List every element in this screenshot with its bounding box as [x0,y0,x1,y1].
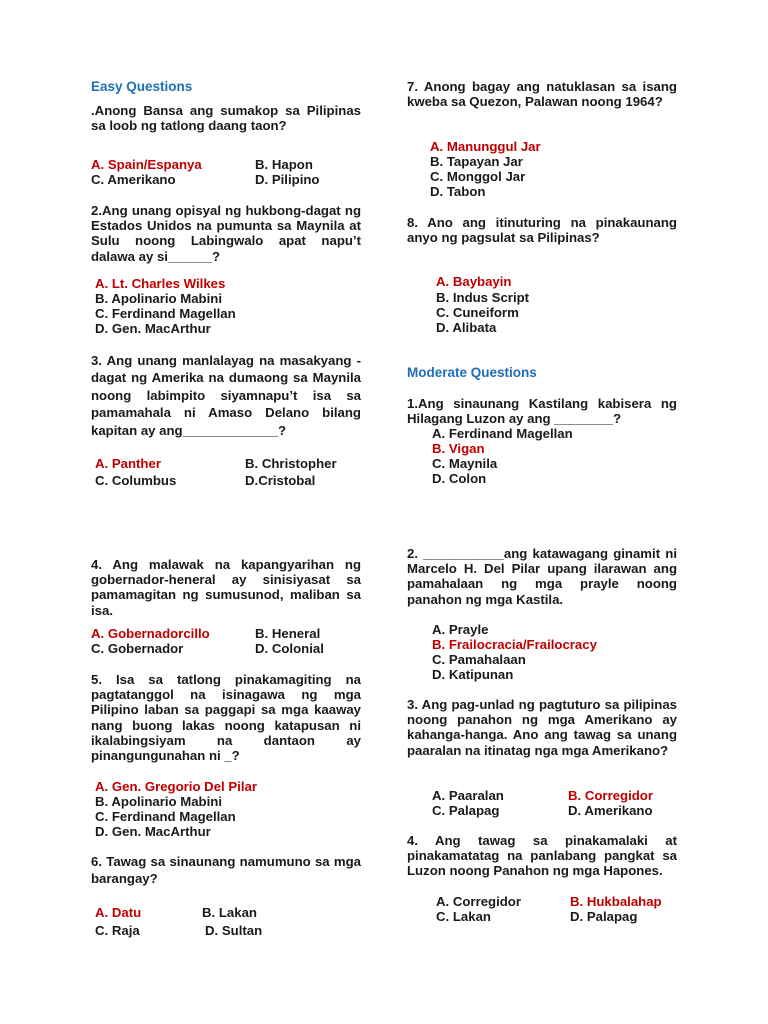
answer-option: B. Apolinario Mabini [95,794,222,809]
question-text: 3. Ang unang manlalayag na masakyang -dagat ng Amerika na dumaong sa Maynila noong labimpito siyamnapu’t isa sa pamamahala ni Amaso Delano bilang kapitan ay ang_____________? [91,353,361,438]
question-text: 6. Tawag sa sinaunang namumuno sa mga barangay? [91,854,361,887]
section-heading-moderate: Moderate Questions [407,365,537,380]
answer-option-correct: A. Baybayin [436,274,512,289]
answer-option: B. Apolinario Mabini [95,291,222,306]
answer-option: B. Indus Script [436,290,530,305]
answer-option-correct: A. Datu [95,905,142,920]
answer-option: A. Ferdinand Magellan [432,426,573,441]
answer-option: A. Corregidor [436,894,521,909]
answer-option: D. Gen. MacArthur [95,824,211,839]
question-text: 8. Ano ang itinuturing na pinakaunang anyo ng pagsulat sa Pilipinas? [407,215,677,246]
question-text: 3. Ang pag-unlad ng pagtuturo sa pilipinas noong panahon ng mga Amerikano ay kahanga-hanga. Ano ang tawag sa unang paaralan na itinatag nga mga Amerikano? [407,697,677,758]
answer-option: C. Lakan [436,909,491,924]
answer-option: D. Palapag [570,909,638,924]
section-heading-easy: Easy Questions [91,79,193,94]
answer-option-correct: A. Manunggul Jar [430,139,541,154]
answer-option: D. Tabon [430,184,486,199]
answer-option: C. Monggol Jar [430,169,526,184]
answer-option: D. Colonial [255,641,324,656]
answer-option: C. Amerikano [91,172,176,187]
answer-option: C. Maynila [432,456,498,471]
answer-option: C. Cuneiform [436,305,519,320]
answer-option: D. Alibata [436,320,497,335]
answer-option: D. Colon [432,471,487,486]
answer-option: D. Pilipino [255,172,320,187]
question-text: 5. Isa sa tatlong pinakamagiting na pagtatanggol na isinagawa ng mga Pilipino laban sa paggapi sa mga kaaway nang buong lakas noong katapusan ni ikalabingsiyam na dantaon ay pinangungunahan ni _? [91,672,361,764]
question-text: 7. Anong bagay ang natuklasan sa isang kweba sa Quezon, Palawan noong 1964? [407,79,677,110]
answer-option-correct: B. Frailocracia/Frailocracy [432,637,597,652]
answer-option: B. Hapon [255,157,313,172]
question-text: 4. Ang malawak na kapangyarihan ng gobernador-heneral ay sinisiyasat sa pamamagitan ng sumusunod, maliban sa isa. [91,557,361,618]
answer-option: C. Pamahalaan [432,652,526,667]
answer-option: B. Heneral [255,626,321,641]
answer-option: A. Prayle [432,622,489,637]
question-text: 2. ___________ang katawagang ginamit ni Marcelo H. Del Pilar upang ilarawan ang pamahalaan ng mga prayle noong panahon ng mga Kastila. [407,546,677,607]
answer-option-correct: B. Hukbalahap [570,894,662,909]
answer-option-correct: A. Gobernadorcillo [91,626,210,641]
question-text: 1.Ang sinaunang Kastilang kabisera ng Hilagang Luzon ay ang ________? [407,396,677,427]
answer-option: D. Sultan [205,923,263,938]
question-text: 2.Ang unang opisyal ng hukbong-dagat ng Estados Unidos na pumunta sa Maynila at Sulu noong Labingwalo apat napu’t dalawa ay si______? [91,203,361,264]
answer-option: C. Ferdinand Magellan [95,809,236,824]
answer-option-correct: B. Corregidor [568,788,653,803]
answer-option: B. Tapayan Jar [430,154,523,169]
answer-option: C. Raja [95,923,140,938]
question-text: 4. Ang tawag sa pinakamalaki at pinakamatatag na panlabang pangkat sa Luzon noong Panahon ng mga Hapones. [407,833,677,879]
answer-option: B. Christopher [245,456,337,471]
answer-option: D. Katipunan [432,667,514,682]
answer-option: D. Amerikano [568,803,653,818]
answer-option-correct: A. Panther [95,456,161,471]
question-text: .Anong Bansa ang sumakop sa Pilipinas sa loob ng tatlong daang taon? [91,103,361,134]
answer-option: B. Lakan [202,905,257,920]
answer-option: D.Cristobal [245,473,316,488]
answer-option-correct: B. Vigan [432,441,485,456]
answer-option-correct: A. Spain/Espanya [91,157,202,172]
answer-option: D. Gen. MacArthur [95,321,211,336]
answer-option-correct: A. Lt. Charles Wilkes [95,276,226,291]
answer-option: A. Paaralan [432,788,504,803]
answer-option: C. Palapag [432,803,500,818]
answer-option-correct: A. Gen. Gregorio Del Pilar [95,779,257,794]
answer-option: C. Columbus [95,473,177,488]
answer-option: C. Ferdinand Magellan [95,306,236,321]
answer-option: C. Gobernador [91,641,184,656]
